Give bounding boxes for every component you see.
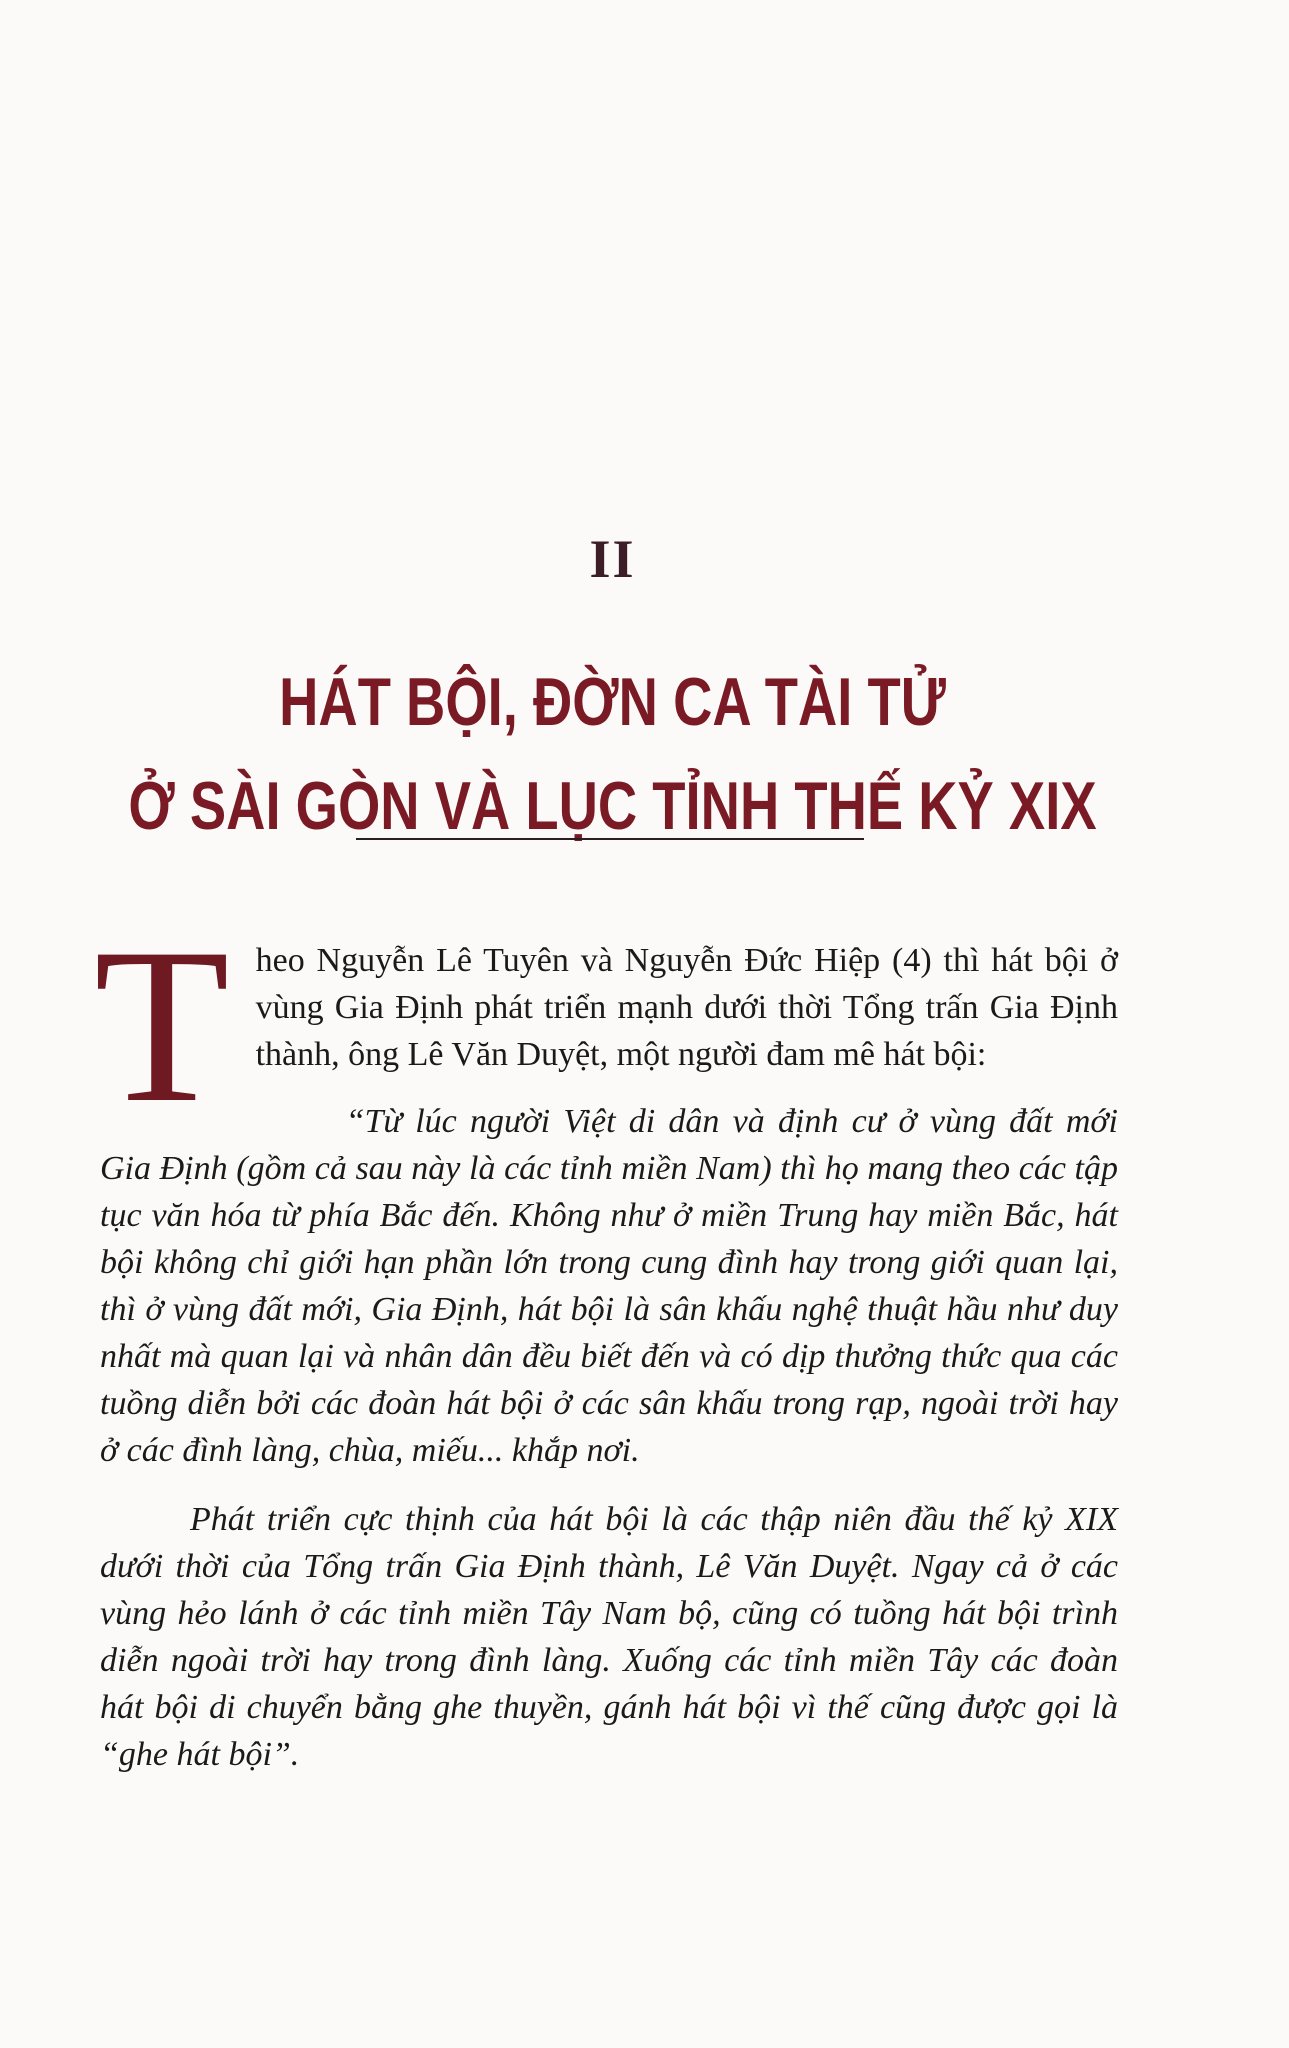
chapter-number: II xyxy=(589,529,636,589)
lead-paragraph-text: heo Nguyễn Lê Tuyên và Nguyễn Đức Hiệp (4) thì hát bội ở vùng Gia Định phát triển mạnh dưới thời Tổng trấn Gia Định thành, ông Lê Văn Duyệt, một người đam mê hát bội: xyxy=(255,942,1118,1073)
chapter-title-line-1: HÁT BỘI, ĐỜN CA TÀI TỬ xyxy=(279,664,946,740)
body-text xyxy=(94,903,1118,1800)
title-divider xyxy=(356,838,864,840)
quote-paragraph-2: Phát triển cực thịnh của hát bội là các thập niên đầu thế kỷ XIX dưới thời của Tổng trấn Gia Định thành, Lê Văn Duyệt. Ngay cả ở các vùng hẻo lánh ở các tỉnh miền Tây Nam bộ, cũng có tuồng hát bội trình diễn ngoài trời hay trong đình làng. Xuống các tỉnh miền Tây các đoàn hát bội di chuyển bằng ghe thuyền, gánh hát bội vì thế cũng được gọi là “ghe hát bội”. xyxy=(100,1501,1118,1773)
lead-paragraph xyxy=(94,903,1118,1149)
drop-cap: T xyxy=(94,903,230,1149)
chapter-title xyxy=(123,650,1103,858)
chapter-title-line-2: Ở SÀI GÒN VÀ LỤC TỈNH THẾ KỶ XIX xyxy=(128,768,1097,844)
quote-paragraph-1: “Từ lúc người Việt di dân và định cư ở vùng đất mới Gia Định (gồm cả sau này là các tỉnh miền Nam) thì họ mang theo các tập tục văn hóa từ phía Bắc đến. Không như ở miền Trung hay miền Bắc, hát bội không chỉ giới hạn phần lớn trong cung đình hay trong giới quan lại, thì ở vùng đất mới, Gia Định, hát bội là sân khấu nghệ thuật hầu như duy nhất mà quan lại và nhân dân đều biết đến và có dịp thưởng thức qua các tuồng diễn bởi các đoàn hát bội ở các sân khấu trong rạp, ngoài trời hay ở các đình làng, chùa, miếu... khắp nơi. xyxy=(100,1103,1118,1469)
